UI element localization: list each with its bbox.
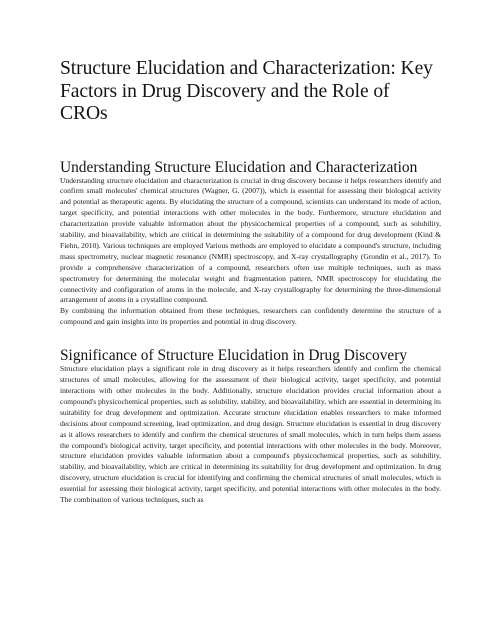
section-heading-significance: Significance of Structure Elucidation in Drug Discovery: [60, 347, 408, 365]
paragraph-significance-1: Structure elucidation plays a significant role in drug discovery as it helps researchers identify and confirm the chemical structures of small molecules, allowing for the assessment of their biological activity, target specificity, and potential interactions with other molecules in the body. Additionally, structure elucidation provides crucial information about a compound's physicochemical properties, such as solubility, stability, and bioavailability, which are essential in determining its suitability for drug development and optimization. Accurate structure elucidation enables researchers to make informed decisions about compound screening, lead optimization, and drug design. Structure elucidation is essential in drug discovery as it allows researchers to identify and confirm the chemical structures of small molecules, which in turn helps them assess the compound's biological activity, target specificity, and potential interactions with other molecules in the body. Moreover, structure elucidation provides valuable information about a compound's physicochemical properties, such as solubility, stability, and bioavailability, which are critical in determining its suitability for drug development and optimization. In drug discovery, structure elucidation is crucial for identifying and confirming the chemical structures of small molecules, which is essential for assessing their biological activity, target specificity, and potential interactions with other molecules in the body. The combination of various techniques, such as: [60, 364, 441, 505]
document-title: Structure Elucidation and Characterization: Key Factors in Drug Discovery and the Role of CROs: [60, 58, 433, 124]
paragraph-understanding-1: Understanding structure elucidation and characterization is crucial in drug discovery because it helps researchers identify and confirm small molecules' chemical structures (Wagner, G. (2007)), which is essential for assessing their biological activity and potential as therapeutic agents. By elucidating the structure of a compound, scientists can understand its mode of action, target specificity, and potential interactions with other molecules in the body. Furthermore, structure elucidation and characterization provide valuable information about the physicochemical properties of a compound, such as solubility, stability, and bioavailability, which are critical in determining the suitability of a compound for drug development (Kind & Fiehn, 2010). Various techniques are employed Various methods are employed to elucidate a compound's structure, including mass spectrometry, nuclear magnetic resonance (NMR) spectroscopy, and X-ray crystallography (Grondin et al., 2017). To provide a comprehensive characterization of a compound, researchers often use multiple techniques, such as mass spectrometry for determining the molecular weight and fragmentation pattern, NMR spectroscopy for elucidating the connectivity and configuration of atoms in the molecule, and X-ray crystallography for determining the three-dimensional arrangement of atoms in a crystalline compound.: [60, 175, 441, 305]
document-page: [60, 58, 441, 506]
section-heading-understanding: Understanding Structure Elucidation and Characterization: [60, 158, 418, 176]
paragraph-understanding-2: By combining the information obtained from these techniques, researchers can confidently determine the structure of a compound and gain insights into its properties and potential in drug discovery.: [60, 306, 441, 327]
